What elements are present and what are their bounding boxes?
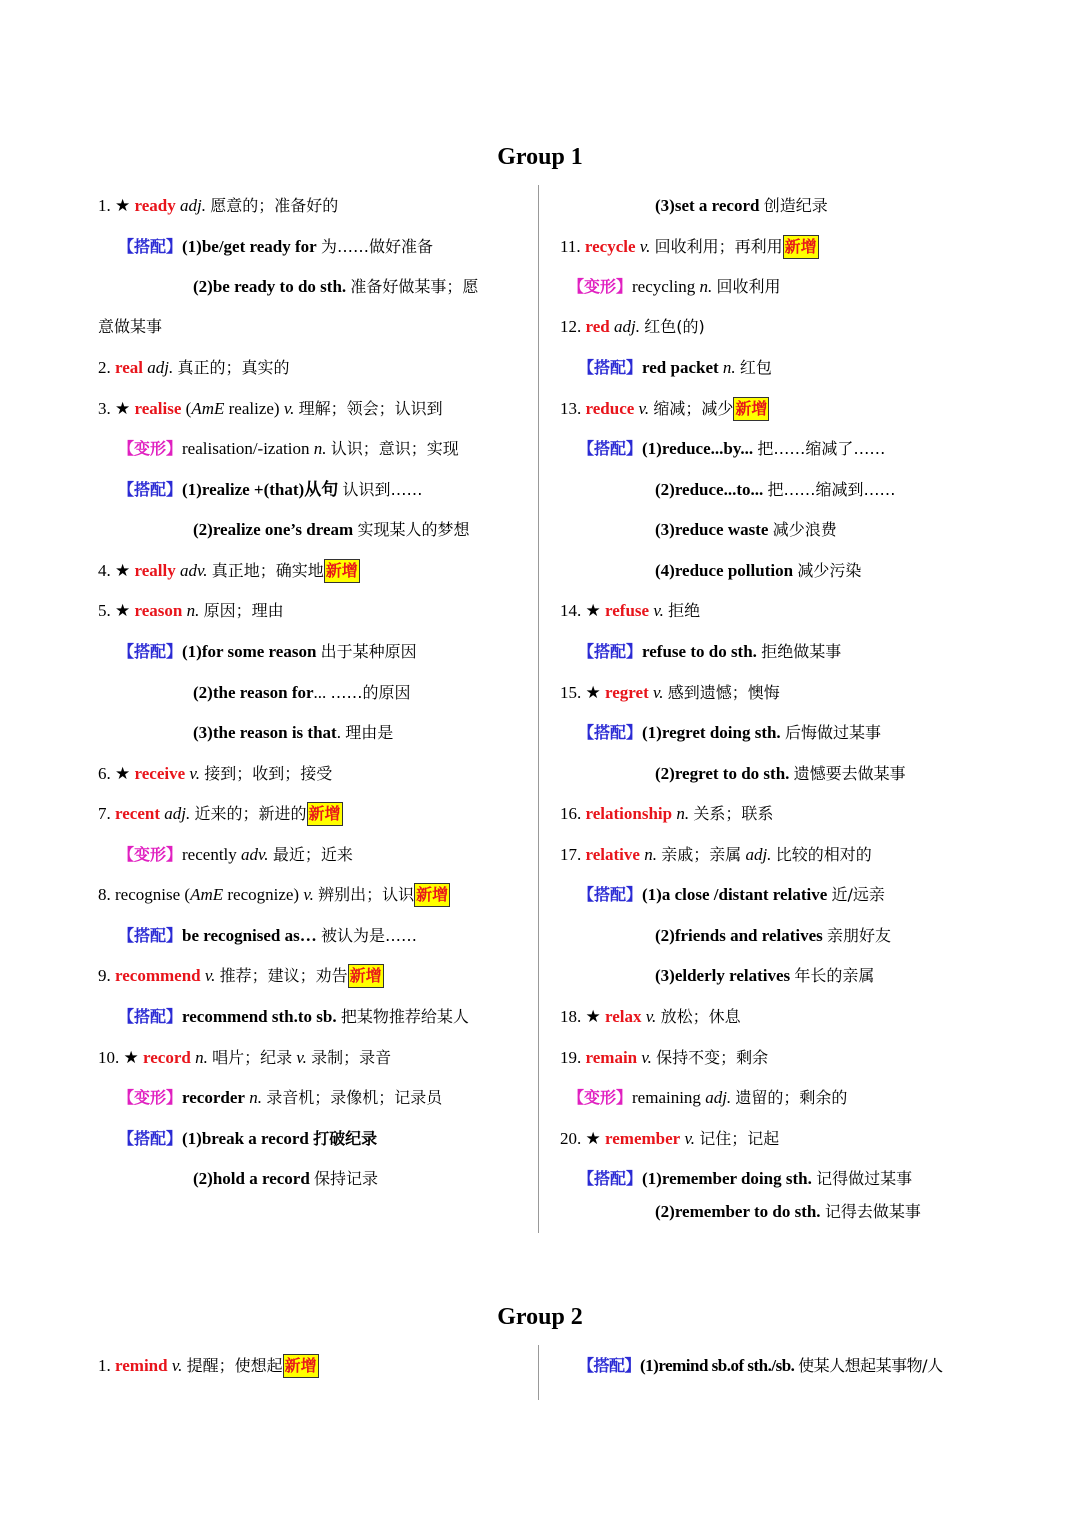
star-icon: ★	[123, 1048, 139, 1067]
entry-realise: 3. ★ realise (AmE realize) v. 理解；领会；认识到	[98, 399, 443, 418]
variant: 【变形】recycling n. 回收利用	[568, 277, 781, 296]
collocation: (2)the reason for... ……的原因	[193, 683, 411, 702]
collocation-continued: 意做某事	[98, 317, 163, 336]
new-badge: 新增	[783, 235, 819, 259]
collocation: (2)friends and relatives 亲朋好友	[655, 926, 892, 945]
collocation: 【搭配】(1)reduce...by... 把……缩减了……	[578, 439, 886, 458]
entry-recommend: 9. recommend v. 推荐；建议；劝告 新增	[98, 964, 384, 988]
new-badge: 新增	[414, 883, 450, 907]
collocation: 【搭配】(1)regret doing sth. 后悔做过某事	[578, 723, 881, 742]
new-badge: 新增	[733, 397, 769, 421]
column-divider	[538, 1345, 539, 1400]
star-icon: ★	[585, 601, 601, 620]
variant: 【变形】realisation/-ization n. 认识；意识；实现	[118, 439, 459, 458]
collocation: 【搭配】recommend sth.to sb. 把某物推荐给某人	[118, 1007, 469, 1026]
collocation: 【搭配】(1)for some reason 出于某种原因	[118, 642, 417, 661]
collocation: 【搭配】(1)remember doing sth. 记得做过某事	[578, 1169, 913, 1188]
collocation: 【搭配】be recognised as… 被认为是……	[118, 926, 418, 945]
collocation: (2)hold a record 保持记录	[193, 1169, 379, 1188]
collocation: 【搭配】refuse to do sth. 拒绝做某事	[578, 642, 842, 661]
star-icon: ★	[585, 1129, 601, 1148]
star-icon: ★	[585, 683, 601, 702]
entry-receive: 6. ★ receive v. 接到；收到；接受	[98, 764, 333, 783]
collocation: (2)be ready to do sth. 准备好做某事；愿	[193, 277, 479, 296]
entry-record: 10. ★ record n. 唱片；纪录 v. 录制；录音	[98, 1048, 392, 1067]
entry-relationship: 16. relationship n. 关系；联系	[560, 804, 774, 823]
group-title: Group 2	[497, 1304, 583, 1330]
entry-recognise: 8. recognise (AmE recognize) v. 辨别出；认识 新增	[98, 883, 450, 907]
new-badge: 新增	[348, 964, 384, 988]
entry-remain: 19. remain v. 保持不变；剩余	[560, 1048, 769, 1067]
entry-remind: 1. remind v. 提醒；使想起 新增	[98, 1354, 319, 1378]
collocation: (2)realize one’s dream 实现某人的梦想	[193, 520, 470, 539]
variant: 【变形】recently adv. 最近；近来	[118, 845, 353, 864]
new-badge: 新增	[324, 559, 360, 583]
star-icon: ★	[115, 196, 131, 215]
entry-ready: 1. ★ ready adj. 愿意的；准备好的	[98, 196, 339, 215]
entry-remember: 20. ★ remember v. 记住；记起	[560, 1129, 780, 1148]
entry-real: 2. real adj. 真正的；真实的	[98, 358, 290, 377]
collocation: 【搭配】(1)a close /distant relative 近/远亲	[578, 885, 885, 904]
group-title: Group 1	[497, 144, 583, 170]
collocation: (3)the reason is that. 理由是	[193, 723, 394, 742]
entry-relax: 18. ★ relax v. 放松；休息	[560, 1007, 741, 1026]
entry-recent: 7. recent adj. 近来的；新进的 新增	[98, 802, 343, 826]
collocation: 【搭配】red packet n. 红包	[578, 358, 772, 377]
collocation: (4)reduce pollution 减少污染	[655, 561, 862, 580]
collocation: (3)reduce waste 减少浪费	[655, 520, 837, 539]
star-icon: ★	[115, 561, 131, 580]
entry-reason: 5. ★ reason n. 原因；理由	[98, 601, 284, 620]
entry-red: 12. red adj. 红色(的)	[560, 317, 705, 336]
entry-relative: 17. relative n. 亲戚；亲属 adj. 比较的相对的	[560, 845, 872, 864]
collocation: 【搭配】(1)break a record 打破纪录	[118, 1129, 378, 1148]
star-icon: ★	[115, 764, 131, 783]
star-icon: ★	[115, 399, 131, 418]
new-badge: 新增	[307, 802, 343, 826]
collocation: 【搭配】(1)realize +(that)从句 认识到……	[118, 480, 423, 499]
collocation: 【搭配】(1)be/get ready for 为……做好准备	[118, 237, 433, 256]
collocation: (3)elderly relatives 年长的亲属	[655, 966, 875, 985]
entry-really: 4. ★ really adv. 真正地；确实地 新增	[98, 559, 360, 583]
collocation: (2)remember to do sth. 记得去做某事	[655, 1202, 921, 1221]
entry-reduce: 13. reduce v. 缩减；减少 新增	[560, 397, 769, 421]
star-icon: ★	[585, 1007, 601, 1026]
collocation: (2)reduce...to... 把……缩减到……	[655, 480, 896, 499]
collocation: (2)regret to do sth. 遗憾要去做某事	[655, 764, 906, 783]
star-icon: ★	[115, 601, 131, 620]
new-badge: 新增	[283, 1354, 319, 1378]
column-divider	[538, 185, 539, 1233]
collocation: 【搭配】(1)remind sb.of sth./sb. 使某人想起某事物/人	[578, 1356, 943, 1375]
entry-refuse: 14. ★ refuse v. 拒绝	[560, 601, 701, 620]
variant: 【变形】remaining adj. 遗留的；剩余的	[568, 1088, 848, 1107]
entry-recycle: 11. recycle v. 回收利用；再利用 新增	[560, 235, 819, 259]
variant: 【变形】recorder n. 录音机；录像机；记录员	[118, 1088, 443, 1107]
entry-regret: 15. ★ regret v. 感到遗憾；懊悔	[560, 683, 780, 702]
collocation: (3)set a record 创造纪录	[655, 196, 828, 215]
